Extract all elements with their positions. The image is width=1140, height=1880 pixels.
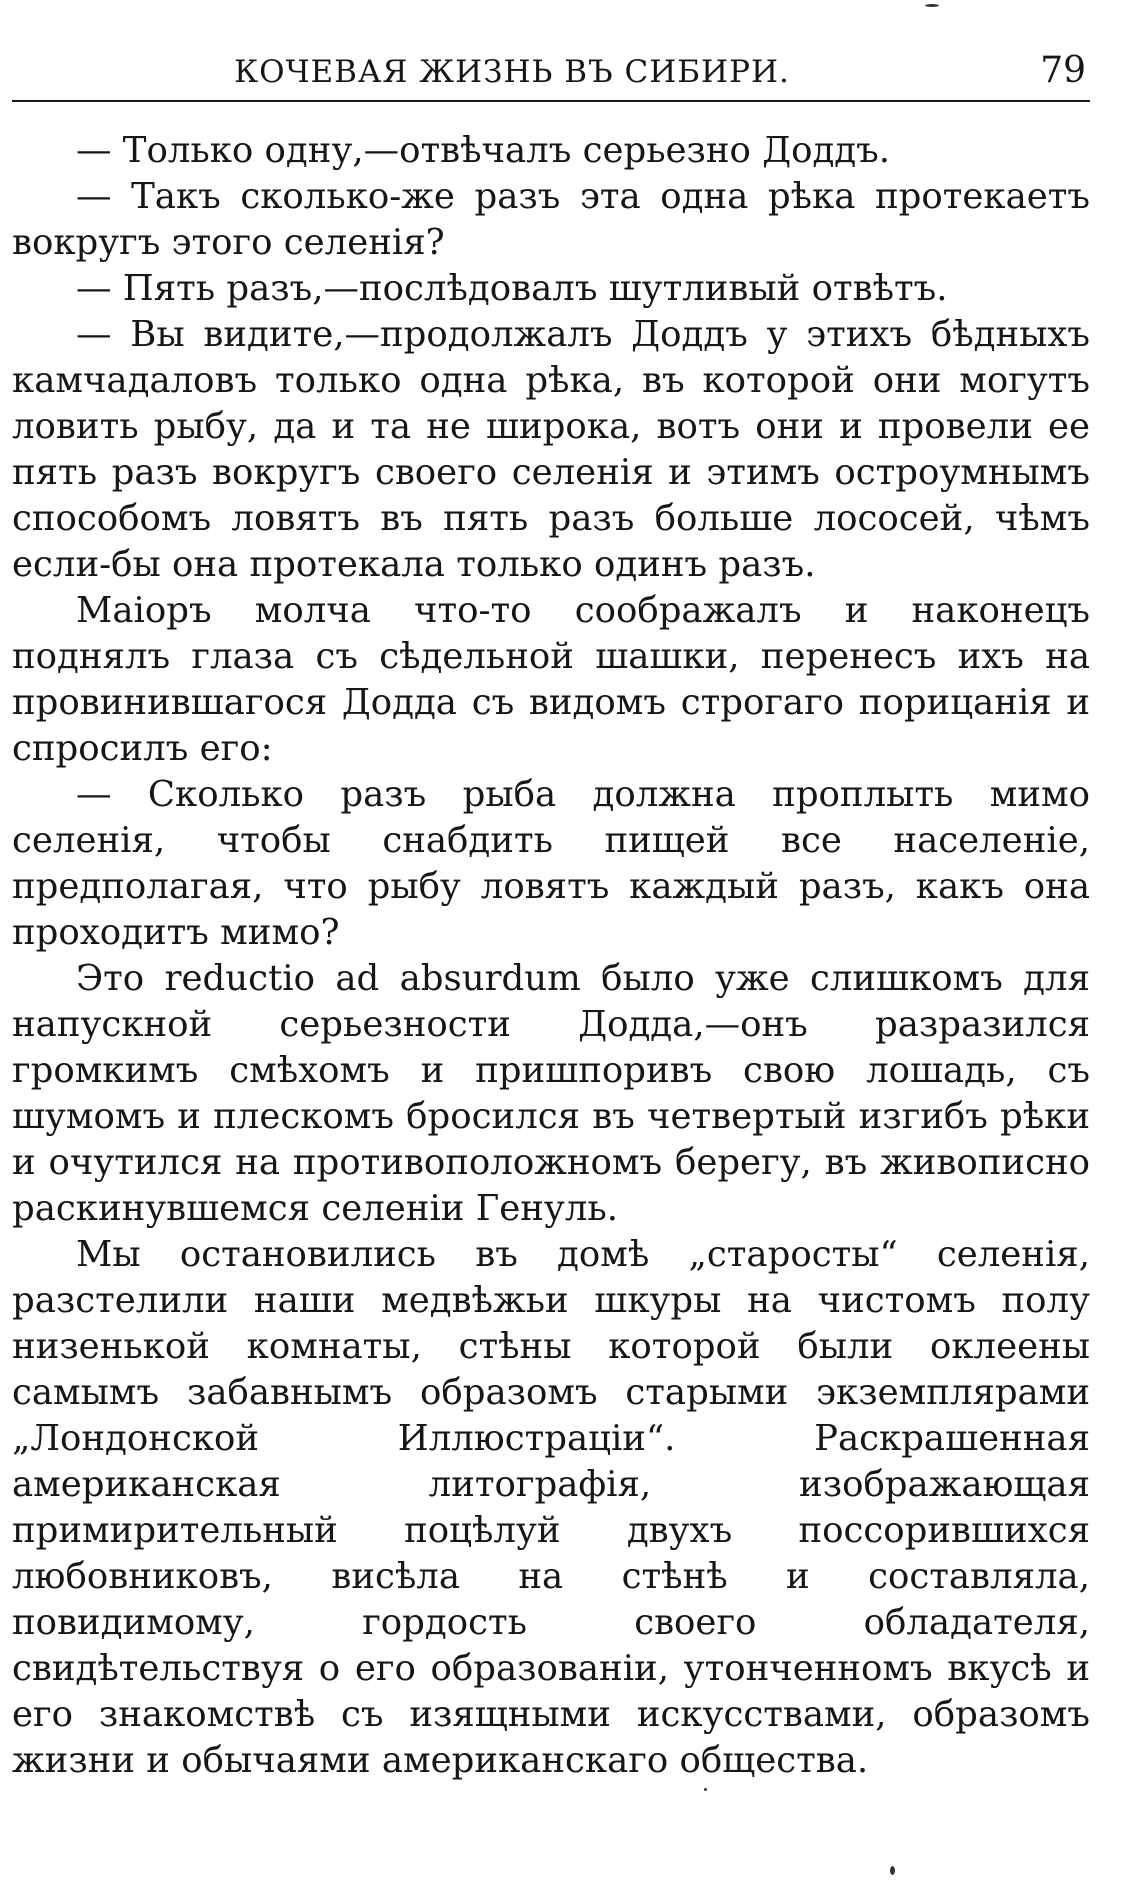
paragraph: Это reductio ad absurdum было уже слишкомъ для напускной серьезности Додда,—онъ разразился громкимъ смѣхомъ и пришпоривъ свою лошадь, съ шумомъ и плескомъ бросился въ четвертый изгибъ рѣки и очутился на противоположномъ берегу, въ живописно раскинувшемся селеніи Генуль. (12, 958, 1090, 1229)
print-speck (890, 1866, 895, 1875)
paragraph: — Сколько разъ рыба должна проплыть мимо селенія, чтобы снабдить пищей все населеніе, предполагая, что рыбу ловятъ каждый разъ, какъ она проходитъ мимо? (12, 774, 1090, 953)
page-number: 79 (1040, 50, 1086, 91)
print-speck (704, 1788, 707, 1791)
paragraph: — Только одну,—отвѣчалъ серьезно Доддъ. (76, 130, 891, 171)
main-text (12, 128, 1090, 1784)
running-header (12, 48, 1090, 102)
paragraph: Мы остановились въ домѣ „старосты“ селенія, разстелили наши медвѣжьи шкуры на чистомъ полу низенькой комнаты, стѣны которой были оклеены самымъ забавнымъ образомъ старыми экземплярами „Лондонской Иллюстраціи“. Раскрашенная американская литографія, изображающая примирительный поцѣлуй двухъ поссорившихся любовниковъ, висѣла на стѣнѣ и составляла, повидимому, гордость своего обладателя, свидѣтельствуя о его образованіи, утонченномъ вкусѣ и его знакомствѣ съ изящными искусствами, образомъ жизни и обычаями американскаго общества. (12, 1234, 1090, 1781)
paragraph: Маіоръ молча что-то соображалъ и наконецъ поднялъ глаза съ сѣдельной шашки, перенесъ ихъ на провинившагося Додда съ видомъ строгаго порицанія и спросилъ его: (12, 590, 1090, 769)
print-speck (925, 4, 939, 7)
paragraph: — Вы видите,—продолжалъ Доддъ у этихъ бѣдныхъ камчадаловъ только одна рѣка, въ которой они могутъ ловить рыбу, да и та не широка, вотъ они и провели ее пять разъ вокругъ своего селенія и этимъ остроумнымъ способомъ ловятъ въ пять разъ больше лососей, чѣмъ если-бы она протекала только одинъ разъ. (12, 314, 1090, 585)
paragraph: — Такъ сколько-же разъ эта одна рѣка протекаетъ вокругъ этого селенія? (12, 176, 1090, 263)
running-title: КОЧЕВАЯ ЖИЗНЬ ВЪ СИБИРИ. (234, 54, 790, 90)
paragraph: — Пять разъ,—послѣдовалъ шутливый отвѣтъ. (76, 268, 948, 309)
book-page (12, 0, 1092, 1880)
